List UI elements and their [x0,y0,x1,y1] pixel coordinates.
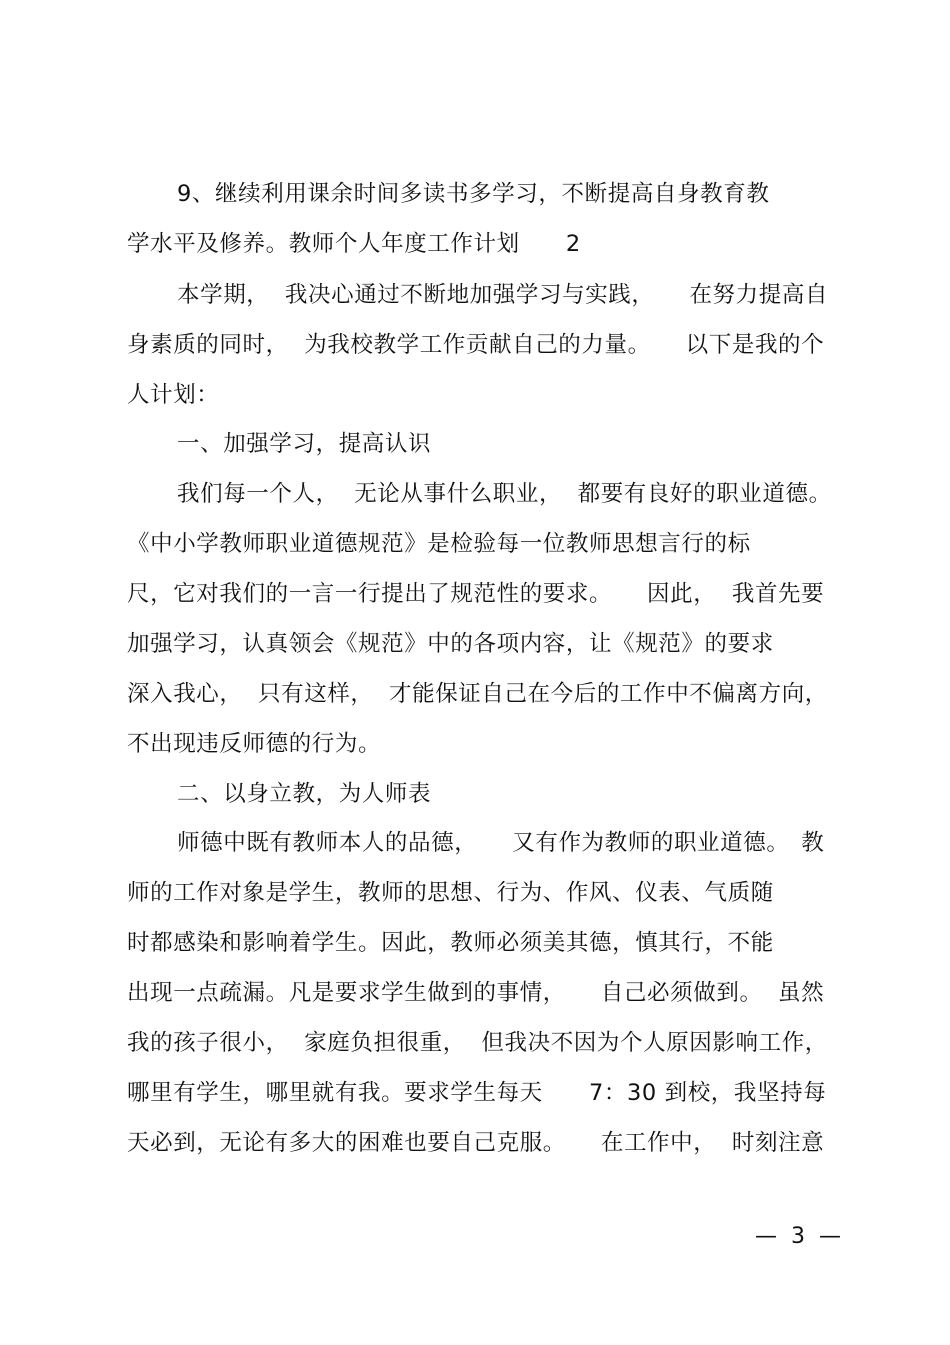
text-line: 师的工作对象是学生，教师的思想、行为、作风、仪表、气质随 [127,880,774,906]
text-line: 不出现违反师德的行为。 [127,731,382,757]
text-line: 深入我心， 只有这样， 才能保证自己在今后的工作中不偏离方向， [127,681,828,707]
page-number: — 3 — [755,1224,841,1249]
section-heading: 一、加强学习，提高认识 [177,431,432,457]
text-line: 时都感染和影响着学生。因此，教师必须美其德，慎其行，不能 [127,930,774,956]
text-line: 人计划： [127,382,220,408]
text-line: 加强学习，认真领会《规范》中的各项内容，让《规范》的要求 [127,631,774,657]
text-line: 本学期， 我决心通过不断地加强学习与实践， 在努力提高自 [177,282,829,308]
text-line: 师德中既有教师本人的品德， 又有作为教师的职业道德。 教 [177,830,825,856]
text-line: 身素质的同时， 为我校教学工作贡献自己的力量。 以下是我的个 [127,332,825,358]
text-line: 出现一点疏漏。凡是要求学生做到的事情， 自己必须做到。 虽然 [127,980,825,1006]
section-heading: 二、以身立教，为人师表 [177,781,432,807]
text-line: 《中小学教师职业道德规范》是检验每一位教师思想言行的标 [127,531,751,557]
text-line: 哪里有学生，哪里就有我。要求学生每天 7：30 到校，我坚持每 [127,1080,827,1106]
text-line: 9、继续利用课余时间多读书多学习，不断提高自身教育教 [177,181,770,207]
text-line: 尺，它对我们的一言一行提出了规范性的要求。 因此， 我首先要 [127,581,825,607]
text-line: 学水平及修养。教师个人年度工作计划 2 [127,231,581,257]
text-line: 天必到，无论有多大的困难也要自己克服。 在工作中， 时刻注意 [127,1130,825,1156]
text-line: 我的孩子很小， 家庭负担很重， 但我决不因为个人原因影响工作， [127,1030,828,1056]
text-line: 我们每一个人， 无论从事什么职业， 都要有良好的职业道德。 [177,481,832,507]
